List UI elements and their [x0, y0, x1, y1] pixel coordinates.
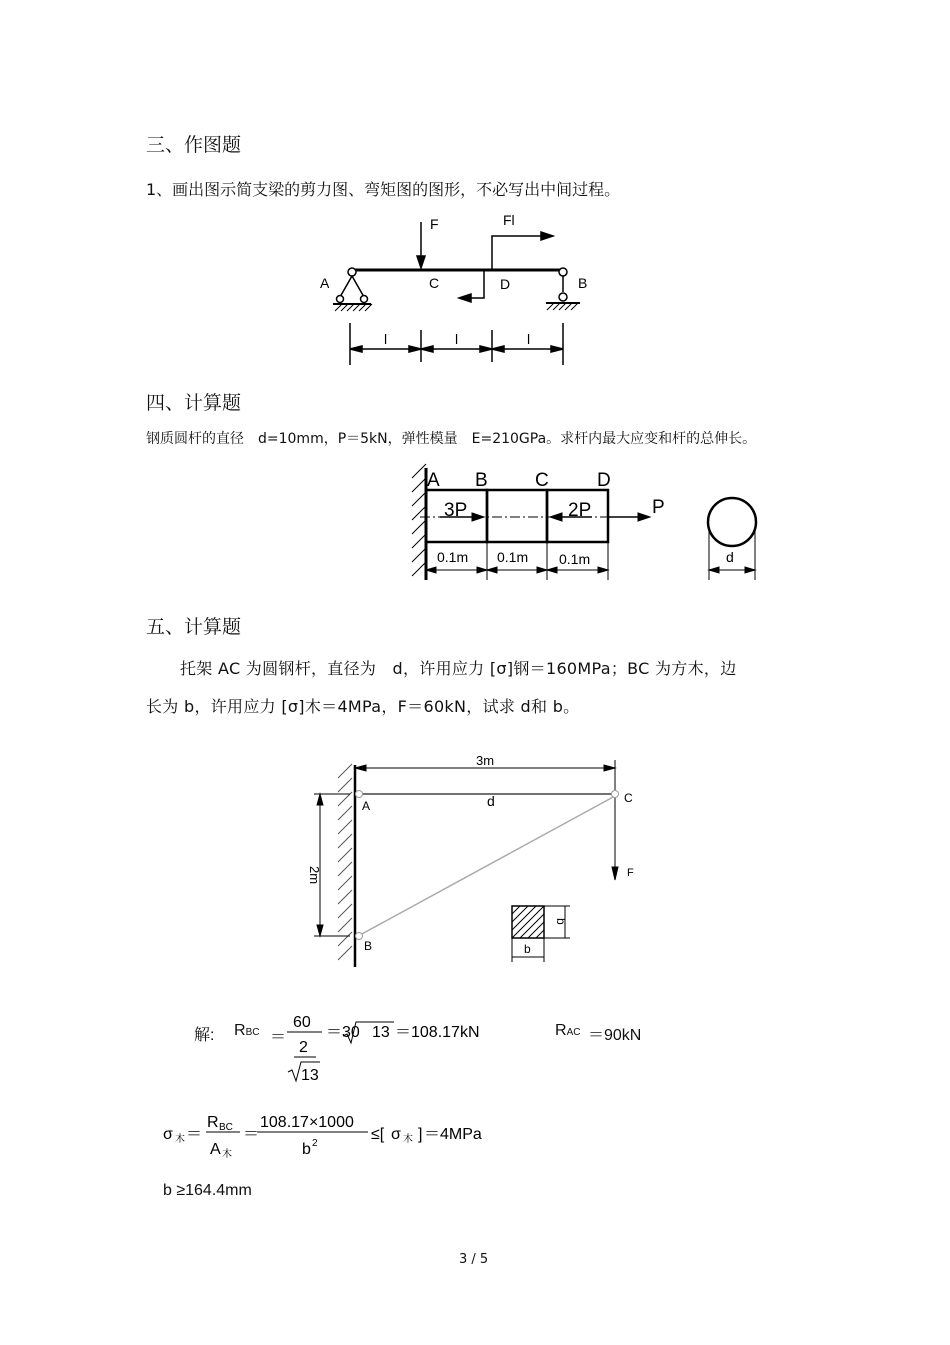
label-B: B: [578, 275, 588, 291]
solution-label: 解:: [194, 1027, 215, 1044]
R-AC: RAC: [555, 1022, 581, 1039]
side-b-bottom: b: [524, 942, 531, 956]
den-A-sub: 木: [222, 1149, 232, 1160]
dim-3m: 3m: [476, 753, 495, 768]
section5-heading: 五、计算题: [146, 616, 242, 638]
load-2P: 2P: [568, 500, 592, 521]
len-1: 0.1m: [437, 549, 469, 565]
label-A: A: [320, 275, 330, 291]
node-C: C: [624, 791, 633, 805]
dim-l-3: l: [527, 331, 531, 347]
sigma-symbol: σ: [163, 1126, 173, 1143]
den-exp: 2: [312, 1138, 318, 1149]
dim-l-1: l: [384, 331, 388, 347]
sigma-2: σ: [391, 1126, 401, 1143]
label-F: F: [430, 216, 439, 232]
dim-l-2: l: [455, 331, 459, 347]
close-bracket: ]: [418, 1126, 423, 1143]
len-3: 0.1m: [559, 551, 591, 567]
label-C: C: [429, 275, 440, 291]
R-AC-value: ＝90kN: [588, 1027, 642, 1044]
question-1-text: 1、画出图示简支梁的剪力图、弯矩图的图形，不必写出中间过程。: [146, 180, 621, 199]
bar-label-B: B: [475, 470, 488, 491]
eq-sign-2: ＝: [186, 1126, 203, 1143]
sigma-sub-wood: 木: [175, 1134, 185, 1145]
section4-heading: 四、计算题: [146, 392, 242, 414]
sigma-2-sub: 木: [403, 1134, 413, 1145]
section5-line2: 长为 b，许用应力 [σ]木＝4MPa，F＝60kN，试求 d和 b。: [146, 697, 580, 716]
len-2: 0.1m: [497, 549, 529, 565]
eq-sign-3: ＝: [243, 1126, 260, 1143]
num-R: R: [207, 1114, 219, 1131]
bar-label-D: D: [597, 470, 611, 491]
result1-prefix: ＝30: [326, 1024, 360, 1041]
section4-text: 钢质圆杆的直径 d=10mm，P＝5kN，弹性模量 E=210GPa。求杆内最大应变和杆的总伸长。: [146, 431, 757, 447]
frac1-numerator: 60: [293, 1014, 311, 1031]
section3-heading: 三、作图题: [146, 134, 242, 156]
label-D: D: [500, 276, 511, 292]
section5-line1: 托架 AC 为圆钢杆，直径为 d，许用应力 [σ]钢＝160MPa；BC 为方木，边: [180, 659, 737, 678]
load-3P: 3P: [444, 500, 468, 521]
num-R-sub: BC: [219, 1122, 233, 1133]
R-BC: RBC: [234, 1022, 260, 1039]
b-result: b ≥164.4mm: [163, 1182, 252, 1199]
load-P: P: [652, 497, 665, 518]
den-b: b: [302, 1141, 311, 1158]
den-A: A: [210, 1141, 221, 1158]
side-b-right: b: [554, 918, 568, 925]
dim-2m: 2m: [307, 866, 322, 885]
label-Fl: Fl: [503, 212, 515, 228]
num-value: 108.17×1000: [260, 1114, 354, 1131]
leq-bracket: ≤[: [371, 1126, 385, 1143]
rod-d: d: [487, 793, 495, 809]
result1-radicand: 13: [372, 1024, 390, 1041]
eq-sign-1: ＝: [270, 1029, 287, 1046]
diameter-d: d: [726, 549, 734, 565]
page-number: 3 / 5: [459, 1252, 489, 1267]
result1-value: ＝108.17kN: [395, 1024, 480, 1041]
frac1-inner-top: 2: [299, 1039, 308, 1056]
node-B: B: [364, 939, 373, 953]
result-4MPa: ＝4MPa: [424, 1126, 482, 1143]
node-A: A: [362, 799, 371, 813]
frac1-radicand: 13: [301, 1067, 319, 1084]
bar-label-A: A: [427, 470, 440, 491]
force-F: F: [627, 867, 634, 879]
bar-label-C: C: [535, 470, 549, 491]
